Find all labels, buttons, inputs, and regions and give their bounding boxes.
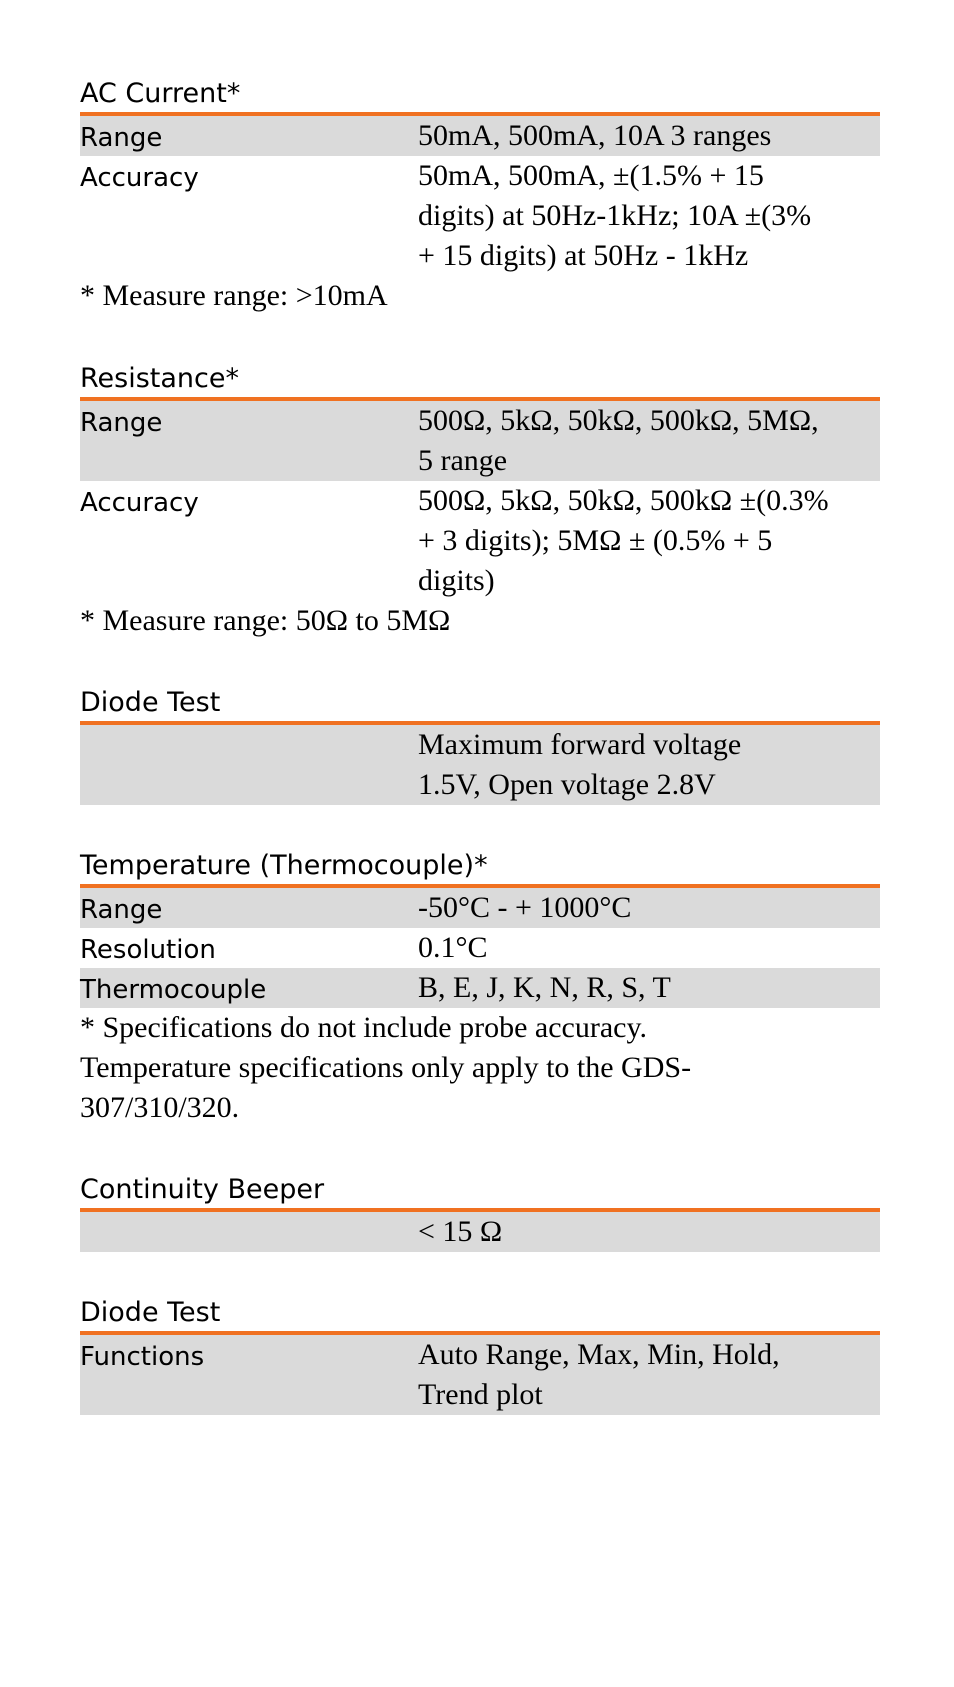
footnote: [80, 1008, 880, 1128]
row-label: Accuracy: [80, 163, 199, 193]
row-value: [418, 1335, 880, 1415]
footnote: * Measure range: >10mA: [80, 279, 388, 312]
value-line: 500Ω, 5kΩ, 50kΩ, 500kΩ ±(0.3%: [418, 484, 829, 517]
spec-row-accuracy: [80, 156, 880, 276]
section-title: Continuity Beeper: [80, 1172, 880, 1212]
row-label: Functions: [80, 1342, 205, 1372]
row-label: Range: [80, 123, 163, 153]
spec-row-range: [80, 888, 880, 928]
value-line: digits) at 50Hz-1kHz; 10A ±(3%: [418, 199, 812, 232]
row-value: [418, 481, 880, 601]
ac-current-section: [80, 76, 880, 316]
spec-row-value: [80, 1212, 880, 1252]
value-line: 500Ω, 5kΩ, 50kΩ, 500kΩ, 5MΩ,: [418, 404, 819, 437]
temperature-section: [80, 848, 880, 1128]
row-label: Accuracy: [80, 488, 199, 518]
spec-row-resolution: [80, 928, 880, 968]
diode-test-functions-section: [80, 1295, 880, 1415]
value-line: 1.5V, Open voltage 2.8V: [418, 768, 716, 801]
value-line: 50mA, 500mA, ±(1.5% + 15: [418, 159, 764, 192]
value-line: Auto Range, Max, Min, Hold,: [418, 1338, 780, 1371]
section-title: Temperature (Thermocouple)*: [80, 848, 880, 888]
value-line: + 3 digits); 5MΩ ± (0.5% + 5: [418, 524, 773, 557]
section-title: Resistance*: [80, 361, 880, 401]
row-value: B, E, J, K, N, R, S, T: [418, 971, 671, 1004]
footnote-line: 307/310/320.: [80, 1091, 240, 1124]
value-line: Maximum forward voltage: [418, 728, 742, 761]
row-label: Thermocouple: [80, 975, 267, 1005]
diode-test-section: [80, 685, 880, 805]
row-value: [418, 725, 880, 805]
row-label: Range: [80, 895, 163, 925]
row-value: 50mA, 500mA, 10A 3 ranges: [418, 119, 772, 152]
spec-row-accuracy: [80, 481, 880, 601]
spec-row-functions: [80, 1335, 880, 1415]
row-value: < 15 Ω: [418, 1215, 503, 1248]
section-title: Diode Test: [80, 685, 880, 725]
continuity-beeper-section: [80, 1172, 880, 1252]
row-value: -50°C - + 1000°C: [418, 891, 632, 924]
resistance-section: [80, 361, 880, 641]
value-line: 5 range: [418, 444, 508, 477]
row-value: [418, 156, 880, 276]
section-title: Diode Test: [80, 1295, 880, 1335]
value-line: digits): [418, 564, 495, 597]
row-label: Resolution: [80, 935, 216, 965]
value-line: + 15 digits) at 50Hz - 1kHz: [418, 239, 749, 272]
value-line: Trend plot: [418, 1378, 543, 1411]
section-title: AC Current*: [80, 76, 880, 116]
row-value: 0.1°C: [418, 931, 488, 964]
spec-row-range: [80, 116, 880, 156]
footnote-line: Temperature specifications only apply to the GDS-: [80, 1051, 692, 1084]
spec-row-value: [80, 725, 880, 805]
footnote: * Measure range: 50Ω to 5MΩ: [80, 604, 451, 637]
footnote-line: * Specifications do not include probe accuracy.: [80, 1011, 648, 1044]
spec-row-range: [80, 401, 880, 481]
row-label: Range: [80, 408, 163, 438]
row-value: [418, 401, 880, 481]
spec-row-thermocouple: [80, 968, 880, 1008]
